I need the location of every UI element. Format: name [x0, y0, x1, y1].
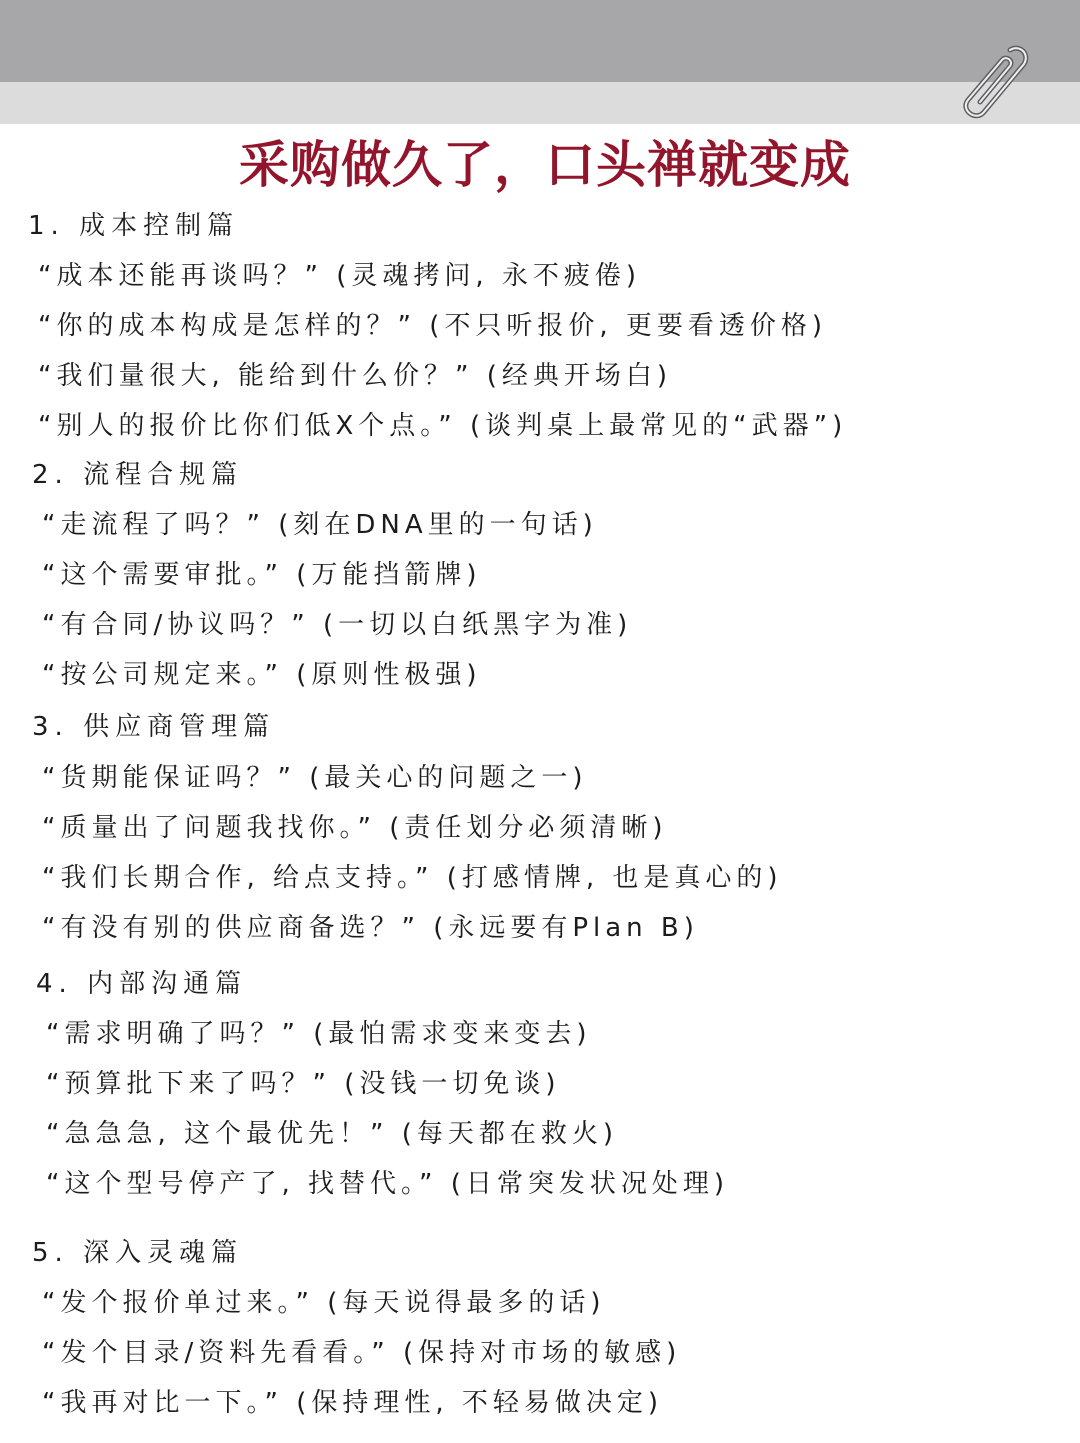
section-heading-process: 2. 流程合规篇 [32, 460, 244, 490]
header-band-light [0, 82, 1080, 124]
list-item: “预算批下来了吗？” (没钱一切免谈) [46, 1069, 561, 1099]
section-heading-internal: 4. 内部沟通篇 [36, 969, 248, 999]
section-heading-supplier: 3. 供应商管理篇 [32, 712, 276, 742]
section-heading-cost: 1. 成本控制篇 [28, 211, 240, 241]
header-band [0, 0, 1080, 82]
paperclip-icon [940, 40, 1030, 130]
list-item: “我再对比一下。” (保持理性, 不轻易做决定) [42, 1388, 664, 1418]
list-item: “发个目录/资料先看看。” (保持对市场的敏感) [42, 1338, 682, 1368]
list-item: “货期能保证吗？” (最关心的问题之一) [42, 763, 588, 793]
list-item: “有合同/协议吗？” (一切以白纸黑字为准) [42, 610, 633, 640]
list-item: “我们量很大, 能给到什么价？” (经典开场白) [38, 361, 673, 391]
list-item: “有没有别的供应商备选？” (永远要有Plan B) [42, 913, 699, 943]
list-item: “我们长期合作, 给点支持。” (打感情牌, 也是真心的) [42, 863, 783, 893]
list-item: “走流程了吗？” (刻在DNA里的一句话) [42, 510, 598, 540]
list-item: “别人的报价比你们低X个点。” (谈判桌上最常见的“武器”) [38, 411, 848, 441]
page-title: 采购做久了，口头禅就变成 [239, 136, 851, 194]
list-item: “这个需要审批。” (万能挡箭牌) [42, 560, 482, 590]
list-item: “急急急, 这个最优先！” (每天都在救火) [46, 1119, 619, 1149]
list-item: “这个型号停产了, 找替代。” (日常突发状况处理) [46, 1169, 730, 1199]
list-item: “发个报价单过来。” (每天说得最多的话) [42, 1288, 606, 1318]
section-heading-soul: 5. 深入灵魂篇 [32, 1238, 244, 1268]
list-item: “成本还能再谈吗？” (灵魂拷问, 永不疲倦) [38, 261, 642, 291]
list-item: “质量出了问题我找你。” (责任划分必须清晰) [42, 813, 668, 843]
list-item: “需求明确了吗？” (最怕需求变来变去) [46, 1019, 592, 1049]
list-item: “你的成本构成是怎样的？” (不只听报价, 更要看透价格) [38, 311, 828, 341]
list-item: “按公司规定来。” (原则性极强) [42, 660, 482, 690]
